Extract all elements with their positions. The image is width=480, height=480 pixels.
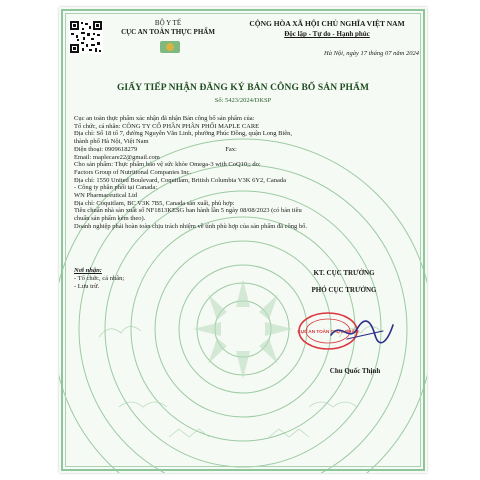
document-number: Số: 5423/2024/DKSP bbox=[214, 97, 272, 104]
qr-code-icon bbox=[69, 20, 103, 54]
phone-text: Điện thoại: 0909618279 bbox=[74, 145, 138, 153]
republic-name: CỘNG HÒA XÃ HỘI CHỦ NGHĨA VIỆT NAM bbox=[249, 19, 405, 28]
body-line: Địa chỉ: 1550 United Boulevard, Coquitlam, British Columbia V3K 6Y2, Canada bbox=[74, 176, 287, 184]
signature-title-block bbox=[269, 269, 419, 294]
document-title: GIẤY TIẾP NHẬN ĐĂNG KÝ BẢN CÔNG BỐ SẢN PHẨM bbox=[116, 83, 370, 93]
body-line: WN Pharmaceutical Ltd bbox=[74, 192, 138, 200]
recipient-item: - Tổ chức, cá nhân; bbox=[74, 275, 125, 282]
body-line: Factors Group of Nutritional Companies Inc. bbox=[74, 168, 191, 176]
recipients-block bbox=[74, 267, 124, 291]
recipients-heading: Nơi nhận: bbox=[74, 267, 102, 274]
ministry-emblem-icon bbox=[159, 40, 181, 54]
body-line: Tiêu chuẩn nhà sản xuất số NF1813KESG ban hành lần 5 ngày 08/08/2023 (có bản tiêu bbox=[74, 207, 302, 215]
body-line: Email: maplecare22@gmail.com bbox=[74, 153, 160, 161]
agency-name: CỤC AN TOÀN THỰC PHẨM bbox=[121, 28, 215, 36]
body-line: thành phố Hà Nội, Việt Nam bbox=[74, 138, 149, 146]
certificate-body bbox=[74, 115, 420, 231]
body-line: - Công ty phân phối tại Canada: bbox=[74, 184, 158, 192]
republic-header bbox=[229, 19, 425, 39]
body-line: Doanh nghiệp phải hoàn toàn chịu trách nhiệm về tính phù hợp của sản phẩm đã công bố. bbox=[74, 222, 308, 230]
signer-title-1: KT. CỤC TRƯỞNG bbox=[313, 269, 375, 277]
body-line: Cho sản phẩm: Thực phẩm bảo vệ sức khỏe Omega-3 with CoQ10;; do: bbox=[74, 161, 261, 169]
issue-date: Hà Nội, ngày 17 tháng 07 năm 2024 bbox=[324, 50, 419, 57]
handwritten-signature-icon bbox=[327, 317, 397, 347]
signer-title-2: PHÓ CỤC TRƯỞNG bbox=[311, 286, 377, 294]
body-line: Địa chỉ: Số 18 tổ 7, đường Nguyễn Văn Linh, phường Phúc Đồng, quận Long Biên, bbox=[74, 130, 292, 138]
recipient-item: - Lưu trữ. bbox=[74, 283, 100, 290]
body-line: Tổ chức, cá nhân: CÔNG TY CỔ PHẦN PHÂN PHỐI MAPLE CARE bbox=[74, 122, 260, 130]
stamp-text: CỤC AN TOÀN THỰC PHẨM bbox=[297, 329, 359, 334]
national-motto: Độc lập - Tự do - Hạnh phúc bbox=[284, 30, 370, 38]
contact-line bbox=[74, 146, 420, 154]
body-line: chuẩn sản phẩm kèm theo). bbox=[74, 215, 146, 223]
ministry-name: BỘ Y TẾ bbox=[154, 19, 182, 27]
ministry-header bbox=[105, 19, 231, 37]
body-line: Địa chỉ: Coquitlam, BC V3K 7B5, Canada sản xuất, phù hợp: bbox=[74, 199, 235, 207]
body-line: Cục an toàn thực phẩm xác nhận đã nhận Bản công bố sản phẩm của: bbox=[74, 115, 255, 122]
fax-text: Fax: bbox=[225, 145, 237, 153]
signer-name: Chu Quốc Thịnh bbox=[329, 367, 381, 375]
certificate-document bbox=[59, 7, 427, 473]
